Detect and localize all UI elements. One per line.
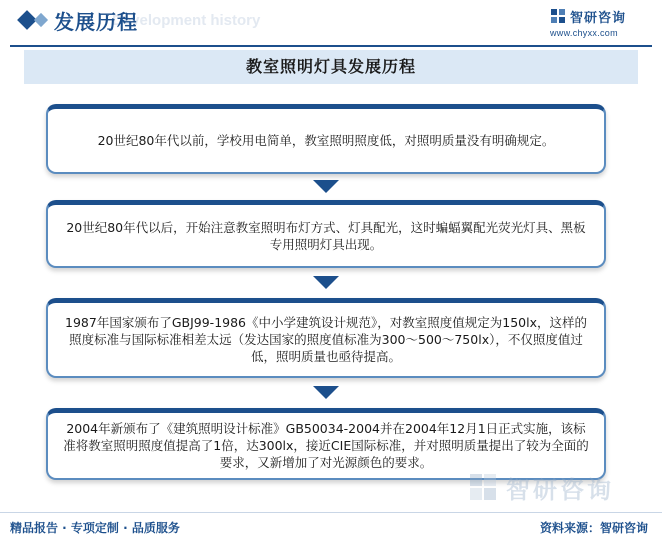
stage-text-1: 20世纪80年代以前，学校用电简单，教室照明照度低，对照明质量没有明确规定。 bbox=[97, 133, 555, 148]
down-arrow-icon bbox=[313, 180, 339, 193]
page-subtitle: Development history bbox=[112, 12, 261, 29]
footer-source: 资料来源：智研咨询 bbox=[539, 521, 648, 535]
watermark bbox=[468, 468, 648, 508]
stage-card-2 bbox=[46, 200, 606, 268]
footer-divider bbox=[0, 512, 662, 513]
stage-text-2: 20世纪80年代以后，开始注意教室照明布灯方式、灯具配光，这时蝙蝠翼配光荧光灯具、黑板专用照明灯具出现。 bbox=[66, 219, 586, 252]
diamond-small-icon bbox=[34, 13, 48, 27]
footer-slogan: 精品报告 · 专项定制 · 品质服务 bbox=[10, 521, 180, 535]
brand-logo bbox=[550, 6, 642, 40]
page-title: 发展历程 bbox=[54, 10, 138, 34]
watermark-name: 智研咨询 bbox=[506, 476, 614, 504]
logo-name: 智研咨询 bbox=[570, 11, 627, 26]
header bbox=[0, 0, 662, 44]
logo-url: www.chyxx.com bbox=[550, 28, 618, 38]
header-divider bbox=[10, 45, 652, 47]
stage-text-4: 2004年新颁布了《建筑照明设计标准》GB50034-2004并在2004年12月1日正式实施，该标准将教室照明照度值提高了1倍，达300lx，接近CIE国际标准，并对照明质量提出了较为全面的要求，又新增加了对光源颜色的要求。 bbox=[63, 421, 589, 470]
stage-card-1 bbox=[46, 104, 606, 174]
stage-text-3: 1987年国家颁布了GBJ99-1986《中小学建筑设计规范》，对教室照度值规定为150lx，这样的照度标准与国际标准相差太远（发达国家的照度值标准为300～500～750lx），不仅照度值过低，照明质量也亟待提高。 bbox=[65, 315, 587, 364]
stage-card-3 bbox=[46, 298, 606, 378]
section-banner: 教室照明灯具发展历程 bbox=[24, 50, 638, 84]
watermark-logo-icon bbox=[468, 472, 498, 502]
logo-icon bbox=[550, 8, 566, 24]
down-arrow-icon bbox=[313, 386, 339, 399]
down-arrow-icon bbox=[313, 276, 339, 289]
